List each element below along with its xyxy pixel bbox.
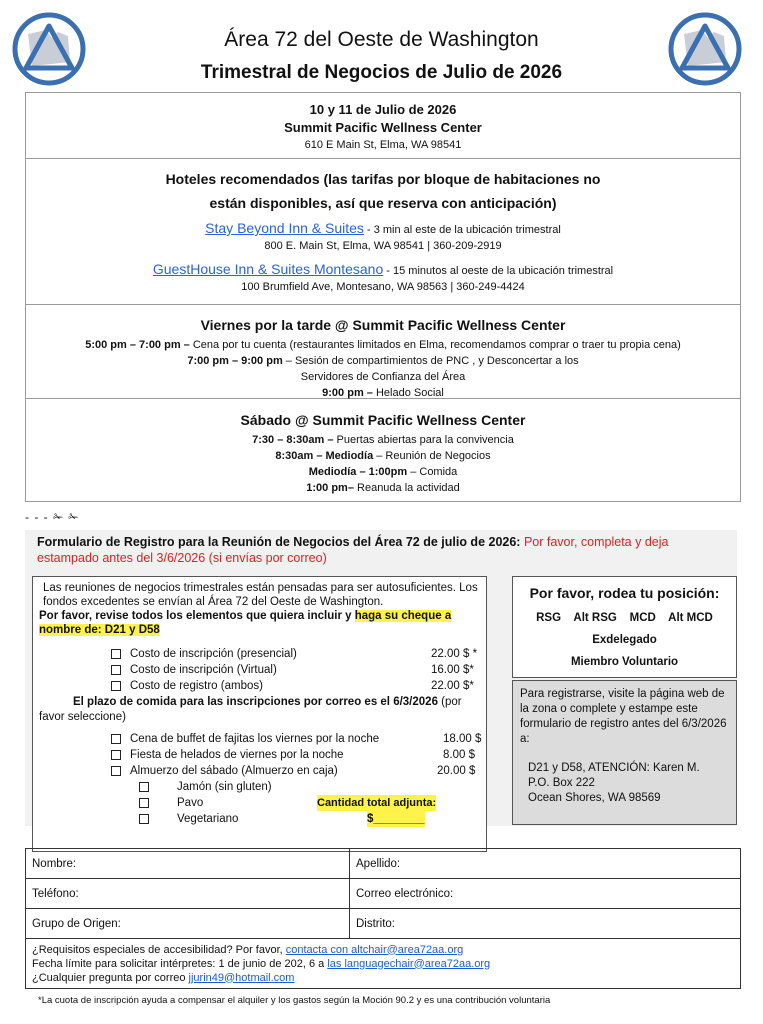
page-title: Área 72 del Oeste de Washington xyxy=(224,28,539,51)
interpreter-link[interactable]: las languagechair@area72aa.org xyxy=(327,957,491,970)
schedule-item: Mediodía – 1:00pm – Comida xyxy=(308,466,458,478)
registration-instructions-box xyxy=(512,680,737,825)
hotels-section xyxy=(26,159,740,305)
fee-price: 16.00 $* xyxy=(431,664,474,676)
saturday-heading: Sábado @ Summit Pacific Wellness Center xyxy=(240,412,526,428)
form-intro: Las reuniones de negocios trimestrales están pensadas para ser autosuficientes. Los fondos excedentes se envían al Área 72 del Oeste de Washington. Por favor, revise todos los elementos que quiera incluir y haga su cheque a nombre de: D21 y D58 xyxy=(39,582,478,636)
hotel-address: 800 E. Main St, Elma, WA 98541 | 360-209-2919 xyxy=(264,240,502,252)
form-title: Formulario de Registro para la Reunión de Negocios del Área 72 de julio de 2026: Por favor, completa y deja estampado antes del 3/6/2026 (si envías por correo) xyxy=(37,535,669,565)
hotels-heading-2: están disponibles, así que reserva con anticipación) xyxy=(209,195,557,211)
order-box xyxy=(32,576,487,852)
fee-label: Costo de inscripción (presencial) xyxy=(130,648,297,660)
meal-label: Fiesta de helados de viernes por la noche xyxy=(130,749,344,761)
saturday-section xyxy=(26,399,740,501)
hotel-item xyxy=(26,260,740,279)
friday-section xyxy=(26,305,740,399)
home-group-field[interactable]: Grupo de Origen: xyxy=(26,909,350,939)
schedule-item: 1:00 pm– Reanuda la actividad xyxy=(306,482,460,494)
lunch-option: Vegetariano xyxy=(177,813,239,825)
hotel-address: 100 Brumfield Ave, Montesano, WA 98563 | 360-249-4424 xyxy=(241,281,525,293)
hotel-item xyxy=(26,219,740,238)
checkbox[interactable] xyxy=(111,665,121,675)
contact-info: ¿Requisitos especiales de accesibilidad? Por favor, contacta con altchair@area72aa.org Fecha límite para solicitar intérpretes: 1 de junio de 202, 6 a las languagechair@area72aa.org ¿Cualquier pregunta por correo jjurin49@hotmail.com xyxy=(26,939,741,989)
total-amount-field[interactable]: $________ xyxy=(367,813,425,825)
aa-logo-left xyxy=(12,12,86,86)
checkbox[interactable] xyxy=(111,766,121,776)
lunch-option: Pavo xyxy=(177,797,204,809)
hotel-link[interactable]: Stay Beyond Inn & Suites xyxy=(205,220,364,236)
mailing-address-box: P.O. Box 222 xyxy=(528,777,595,789)
schedule-item: 9:00 pm – Helado Social xyxy=(322,387,444,399)
event-details-section xyxy=(26,93,740,159)
meal-label: Cena de buffet de fajitas los viernes por la noche xyxy=(130,733,380,745)
registration-text: Para registrarse, visite la página web de la zona o complete y estampe este formulario de registro antes del 6/3/2026 a: xyxy=(520,688,727,745)
meal-price: 20.00 $ xyxy=(437,765,476,777)
meal-price: 8.00 $ xyxy=(443,749,475,761)
total-label: Cantidad total adjunta: xyxy=(317,797,437,809)
schedule-item: Servidores de Confianza del Área xyxy=(300,371,466,383)
hotel-note: - 15 minutos al oeste de la ubicación trimestral xyxy=(383,265,614,277)
email-field[interactable]: Correo electrónico: xyxy=(350,879,741,909)
phone-field[interactable]: Teléfono: xyxy=(26,879,350,909)
meal-price: 18.00 $ xyxy=(443,733,482,745)
schedule-item: 7:30 – 8:30am – Puertas abiertas para la convivencia xyxy=(252,434,514,446)
fee-label: Costo de registro (ambos) xyxy=(130,680,263,692)
schedule-item: 5:00 pm – 7:00 pm – Cena por tu cuenta (restaurantes limitados en Elma, recomendamos comprar o traer tu propia cena) xyxy=(85,339,681,351)
mailing-address-name: D21 y D58, ATENCIÓN: Karen M. xyxy=(528,762,700,774)
friday-heading: Viernes por la tarde @ Summit Pacific Wellness Center xyxy=(200,317,566,333)
district-field[interactable]: Distrito: xyxy=(350,909,741,939)
fee-label: Costo de inscripción (Virtual) xyxy=(130,664,277,676)
checkbox[interactable] xyxy=(111,750,121,760)
fee-price: 22.00 $* xyxy=(431,680,474,692)
footnote: *La cuota de inscripción ayuda a compensar el alquiler y los gastos según la Moción 90.2 y es una contribución voluntaria xyxy=(38,995,551,1006)
schedule-item: 7:00 pm – 9:00 pm – Sesión de compartimientos de PNC , y Desconcertar a los xyxy=(187,355,579,367)
position-options[interactable]: RSG Alt RSG MCD Alt MCD xyxy=(536,612,713,624)
mailing-address-city: Ocean Shores, WA 98569 xyxy=(528,792,661,804)
hotel-note: - 3 min al este de la ubicación trimestral xyxy=(363,224,561,236)
page-subtitle: Trimestral de Negocios de Julio de 2026 xyxy=(200,62,563,83)
questions-email-link[interactable]: jjurin49@hotmail.com xyxy=(188,971,295,984)
checkbox[interactable] xyxy=(111,649,121,659)
checkbox[interactable] xyxy=(111,734,121,744)
event-info-box xyxy=(25,92,741,502)
position-box xyxy=(512,576,737,678)
position-option-exdelegado[interactable]: Exdelegado xyxy=(592,634,657,646)
position-heading: Por favor, rodea tu posición: xyxy=(529,585,720,601)
lunch-option: Jamón (sin gluten) xyxy=(177,781,272,793)
hotels-heading: Hoteles recomendados (las tarifas por bloque de habitaciones no xyxy=(165,171,601,187)
registration-form xyxy=(25,530,737,826)
checkbox[interactable] xyxy=(139,798,149,808)
meal-label: Almuerzo del sábado (Almuerzo en caja) xyxy=(130,765,338,777)
position-option-volunteer[interactable]: Miembro Voluntario xyxy=(570,656,679,668)
checkbox[interactable] xyxy=(139,814,149,824)
event-dates: 10 y 11 de Julio de 2026 xyxy=(309,102,457,117)
hotel-link[interactable]: GuestHouse Inn & Suites Montesano xyxy=(152,261,384,277)
checkbox[interactable] xyxy=(111,681,121,691)
name-field[interactable]: Nombre: xyxy=(26,849,350,879)
meal-deadline: El plazo de comida para las inscripciones por correo es el 6/3/2026 (por favor seleccione) xyxy=(39,696,462,723)
event-venue: Summit Pacific Wellness Center xyxy=(284,120,482,135)
schedule-item: 8:30am – Mediodía – Reunión de Negocios xyxy=(275,450,491,462)
cut-line-scissors-icon: - - - ✁ ✁ xyxy=(25,510,80,524)
event-address: 610 E Main St, Elma, WA 98541 xyxy=(304,139,462,151)
fee-price: 22.00 $ * xyxy=(431,648,478,660)
surname-field[interactable]: Apellido: xyxy=(350,849,741,879)
personal-info-table xyxy=(25,848,741,989)
checkbox[interactable] xyxy=(139,782,149,792)
aa-logo-right xyxy=(668,12,742,86)
accessibility-link[interactable]: contacta con altchair@area72aa.org xyxy=(285,943,464,956)
